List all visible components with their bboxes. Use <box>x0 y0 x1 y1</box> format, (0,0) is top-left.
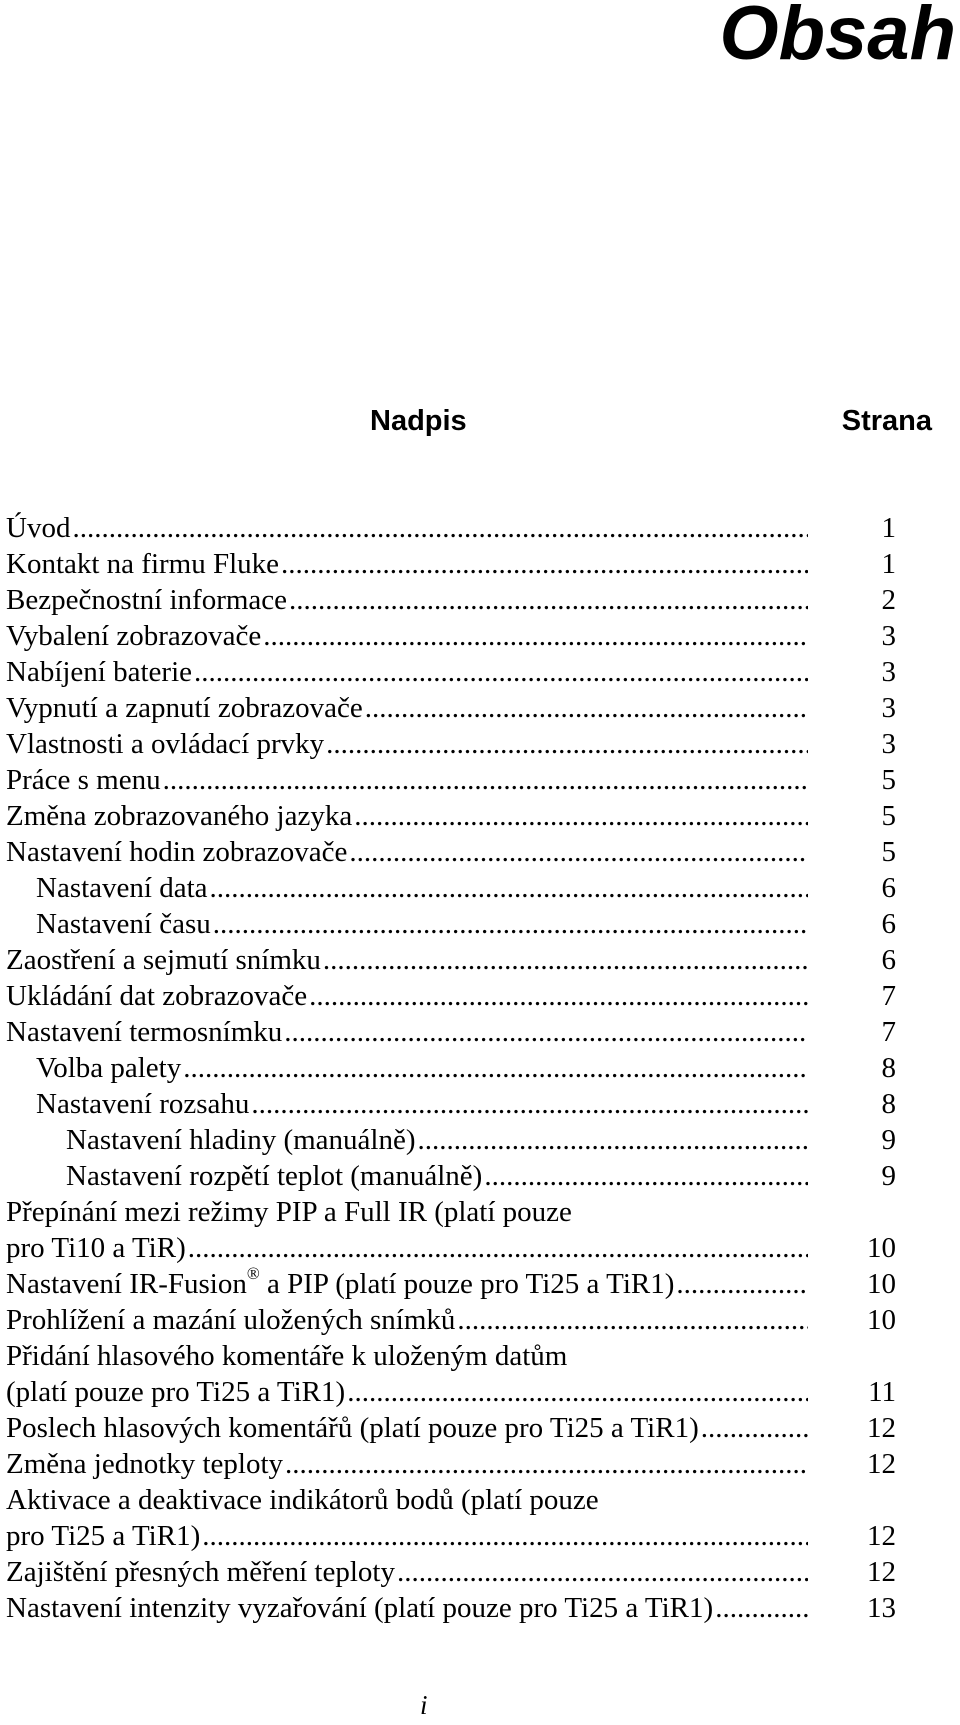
registered-mark: ® <box>246 1266 260 1283</box>
toc-entry[interactable] <box>6 1482 896 1554</box>
toc-entry[interactable] <box>6 942 896 978</box>
toc-entry[interactable] <box>6 762 896 798</box>
toc-subentry[interactable] <box>6 870 896 906</box>
toc-entry-label: Nastavení rozsahu <box>36 1088 250 1120</box>
toc-entry[interactable] <box>6 1446 896 1482</box>
toc-entry-label: Zajištění přesných měření teploty <box>6 1556 395 1588</box>
toc-entry-label-rest: a PIP (platí pouze pro Ti25 a TiR1) <box>259 1268 675 1300</box>
toc-subentry[interactable] <box>6 906 896 942</box>
toc-subentry[interactable] <box>6 1050 896 1086</box>
toc-entry-label-line1: Aktivace a deaktivace indikátorů bodů (platí pouze <box>6 1484 599 1516</box>
toc-entry-label: Poslech hlasových komentářů (platí pouze pro Ti25 a TiR1) <box>6 1412 699 1444</box>
toc-entry-label: Vypnutí a zapnutí zobrazovače <box>6 692 363 724</box>
toc-entry-page: 12 <box>867 1448 896 1480</box>
toc-entry[interactable] <box>6 690 896 726</box>
toc-entry-page: 10 <box>867 1232 896 1264</box>
toc-entry-page: 5 <box>881 800 896 832</box>
toc-entry-label: Úvod <box>6 512 71 544</box>
toc-entry-page: 6 <box>881 872 896 904</box>
toc-entry-page: 3 <box>881 692 896 724</box>
toc-entry-label: Vlastnosti a ovládací prvky <box>6 728 325 760</box>
toc-entry-page: 10 <box>867 1268 896 1300</box>
toc-entry[interactable] <box>6 978 896 1014</box>
toc-entry-label-line1: Přepínání mezi režimy PIP a Full IR (platí pouze <box>6 1196 572 1228</box>
toc-entry-page: 2 <box>881 584 896 616</box>
toc-entry-label: Kontakt na firmu Fluke <box>6 548 280 580</box>
toc-entry-label: Nastavení data <box>36 872 208 904</box>
toc-entry-label: Nastavení rozpětí teplot (manuálně) <box>66 1160 483 1192</box>
toc-entry-label-line2: pro Ti10 a TiR) <box>6 1232 186 1264</box>
toc-entry-page: 10 <box>867 1304 896 1336</box>
toc-entry-label: Ukládání dat zobrazovače <box>6 980 308 1012</box>
toc-entry-page: 3 <box>881 728 896 760</box>
toc-entry-page: 12 <box>867 1412 896 1444</box>
toc-entry[interactable] <box>6 1410 896 1446</box>
toc-entry-label: Nastavení IR-Fusion <box>6 1268 247 1300</box>
toc-entry[interactable] <box>6 798 896 834</box>
toc-entry-page: 9 <box>881 1160 896 1192</box>
toc-entry[interactable] <box>6 510 896 546</box>
toc-entry[interactable] <box>6 618 896 654</box>
toc-entry-page: 11 <box>868 1376 896 1408</box>
toc-entry-label: Nastavení intenzity vyzařování (platí pouze pro Ti25 a TiR1) <box>6 1592 714 1624</box>
toc-entry[interactable] <box>6 1590 896 1626</box>
toc-entry[interactable] <box>6 834 896 870</box>
toc-entry-page: 3 <box>881 656 896 688</box>
toc-entry-label: Vybalení zobrazovače <box>6 620 262 652</box>
toc-entry-page: 1 <box>881 512 896 544</box>
toc-entry[interactable] <box>6 582 896 618</box>
table-of-contents <box>6 510 896 1626</box>
toc-entry-label: Změna zobrazovaného jazyka <box>6 800 353 832</box>
toc-entry-label: Nastavení termosnímku <box>6 1016 283 1048</box>
page-number-folio: i <box>420 1690 428 1720</box>
toc-entry-page: 8 <box>881 1088 896 1120</box>
page-column-header: Strana <box>841 405 932 437</box>
toc-entry-label: Zaostření a sejmutí snímku <box>6 944 321 976</box>
toc-entry-label: Prohlížení a mazání uložených snímků <box>6 1304 456 1336</box>
toc-entry[interactable] <box>6 1554 896 1590</box>
toc-entry[interactable] <box>6 726 896 762</box>
toc-entry-label-line2: (platí pouze pro Ti25 a TiR1) <box>6 1376 346 1408</box>
toc-subentry[interactable] <box>6 1086 896 1122</box>
toc-entry-label: Nastavení času <box>36 908 211 940</box>
toc-entry[interactable] <box>6 1302 896 1338</box>
toc-entry-label: Nastavení hladiny (manuálně) <box>66 1124 416 1156</box>
toc-entry[interactable] <box>6 1338 896 1410</box>
toc-entry-page: 12 <box>867 1556 896 1588</box>
toc-entry[interactable] <box>6 546 896 582</box>
toc-subsubentry[interactable] <box>6 1158 896 1194</box>
page-title: Obsah <box>719 0 956 76</box>
toc-entry-page: 6 <box>881 908 896 940</box>
toc-subsubentry[interactable] <box>6 1122 896 1158</box>
toc-entry[interactable] <box>6 654 896 690</box>
toc-entry-page: 9 <box>881 1124 896 1156</box>
toc-entry-page: 7 <box>881 1016 896 1048</box>
toc-entry-page: 7 <box>881 980 896 1012</box>
toc-entry-label: Bezpečnostní informace <box>6 584 288 616</box>
toc-entry-page: 8 <box>881 1052 896 1084</box>
toc-entry-label: Nabíjení baterie <box>6 656 192 688</box>
toc-entry-page: 12 <box>867 1520 896 1552</box>
toc-entry-page: 13 <box>867 1592 896 1624</box>
toc-entry-page: 5 <box>881 836 896 868</box>
toc-entry-page: 1 <box>881 548 896 580</box>
heading-column-header: Nadpis <box>370 405 467 437</box>
toc-entry-label: Změna jednotky teploty <box>6 1448 284 1480</box>
toc-entry[interactable] <box>6 1014 896 1050</box>
toc-entry-label-line2: pro Ti25 a TiR1) <box>6 1520 201 1552</box>
toc-entry-label-line1: Přidání hlasového komentáře k uloženým datům <box>6 1340 568 1372</box>
toc-entry-page: 6 <box>881 944 896 976</box>
toc-entry-label: Volba palety <box>36 1052 182 1084</box>
toc-entry-label: Nastavení hodin zobrazovače <box>6 836 348 868</box>
toc-entry-page: 5 <box>881 764 896 796</box>
toc-entry-page: 3 <box>881 620 896 652</box>
toc-entry[interactable] <box>6 1266 896 1302</box>
toc-entry[interactable] <box>6 1194 896 1266</box>
toc-entry-label: Práce s menu <box>6 764 161 796</box>
